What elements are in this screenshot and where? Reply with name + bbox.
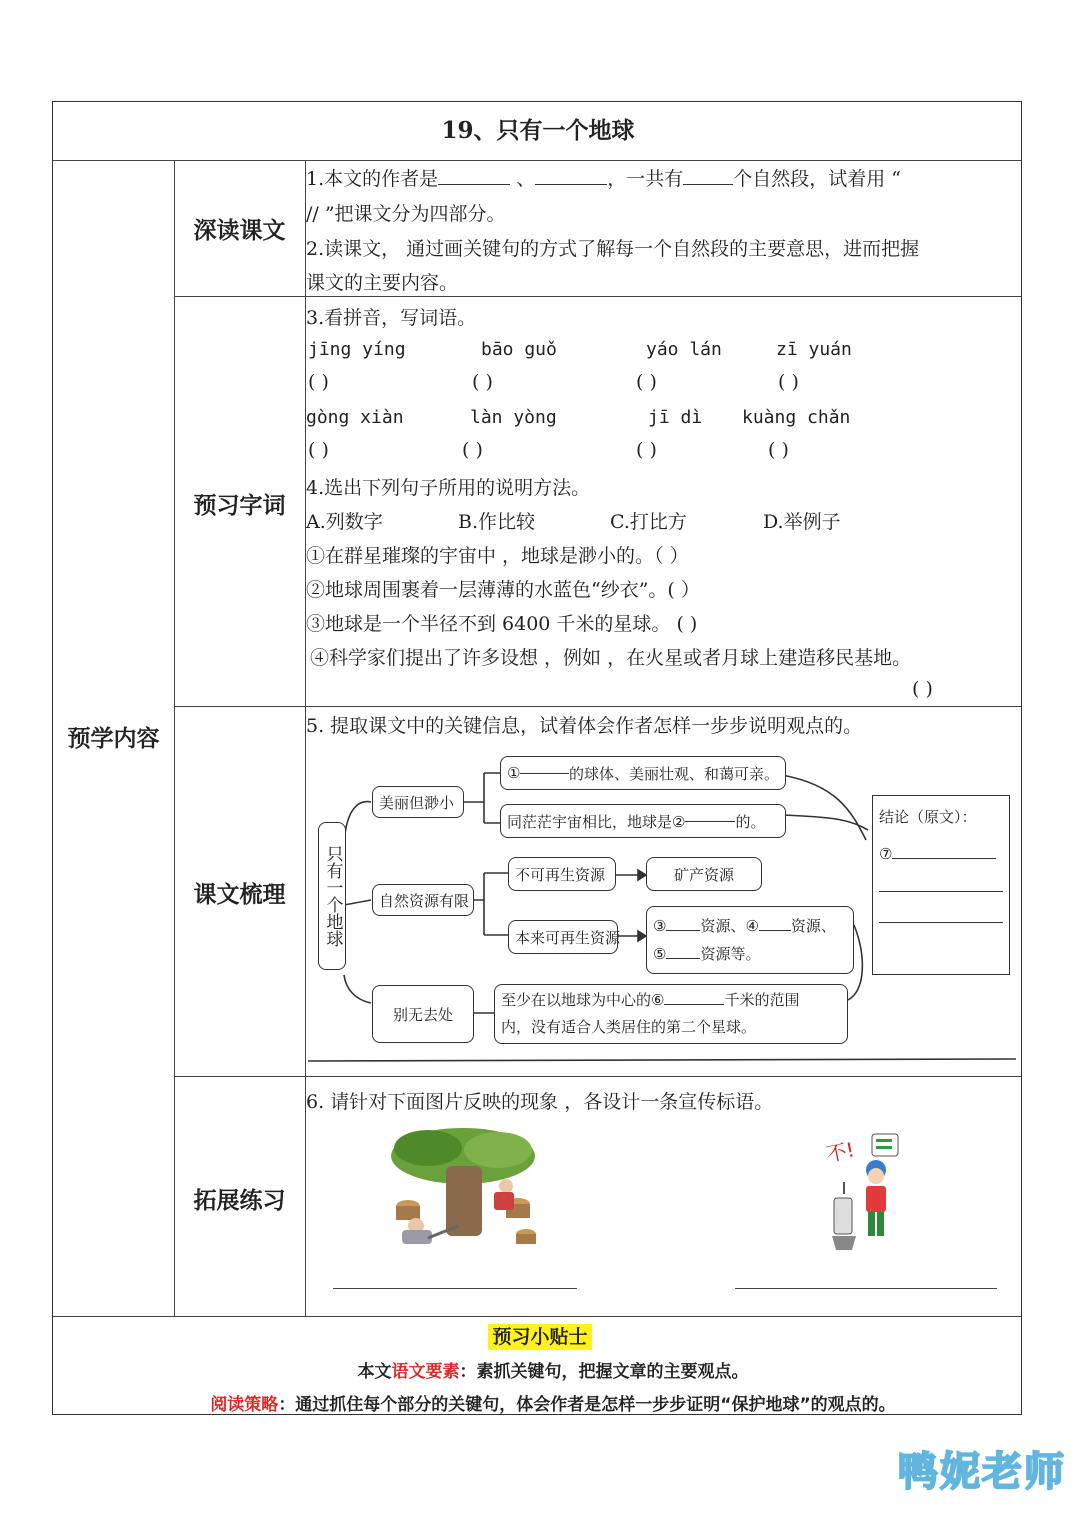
q3-prompt: 3.看拼音，写词语。: [306, 307, 477, 329]
pinyin-2: bāo guǒ: [481, 339, 557, 360]
section-label-deep-reading: 深读课文: [193, 218, 286, 244]
tips-line-2: 阅读策略：通过抓住每个部分的关键句，体会作者是怎样一步步证明“保护地球”的观点的。: [210, 1395, 896, 1415]
mindmap-branch-1: 美丽但渺小: [372, 786, 464, 818]
answer-blank[interactable]: ( ): [308, 371, 329, 393]
mindmap-b3-detail: 至少在以地球为中心的⑥ 千米的范围 内，没有适合人类居住的第二个星球。: [494, 984, 848, 1044]
mindmap-b2-resources: ③ 资源、④ 资源、 ⑤ 资源等。: [646, 906, 854, 974]
q4-option-c: C.打比方: [610, 511, 687, 533]
watermark-logo: 鸭妮老师: [898, 1449, 1066, 1495]
pinyin-7: jī dì: [648, 407, 703, 428]
q1-line1: 1.本文的作者是 、 ，一共有 个自然段，试着用 “: [306, 168, 901, 190]
answer-blank[interactable]: ( ): [636, 371, 657, 393]
q2-line2: 课文的主要内容。: [306, 272, 459, 294]
mindmap-branch-2: 自然资源有限: [372, 884, 474, 916]
pinyin-8: kuàng chǎn: [742, 407, 851, 428]
answer-blank[interactable]: ( ): [768, 439, 789, 461]
q4-item-3: ③地球是一个半径不到 6400 千米的星球。 ( ): [306, 613, 698, 635]
answer-blank[interactable]: ( ): [778, 371, 799, 393]
section-label-text-structure: 课文梳理: [193, 882, 286, 908]
answer-blank[interactable]: ( ): [308, 439, 329, 461]
slogan-blank-1[interactable]: [333, 1288, 577, 1289]
q4-item-1: ①在群星璀璨的宇宙中 ，地球是渺小的。（ ）: [306, 545, 689, 567]
answer-blank[interactable]: ( ): [912, 678, 933, 700]
answer-blank[interactable]: ( ): [636, 439, 657, 461]
section-label-extension: 拓展练习: [193, 1188, 286, 1214]
tips-line-1: 本文语文要素：素抓关键句，把握文章的主要观点。: [357, 1362, 749, 1382]
q4-option-d: D.举例子: [763, 511, 841, 533]
answer-blank[interactable]: ( ): [462, 439, 483, 461]
q4-option-a: A.列数字: [306, 511, 383, 533]
q4-option-b: B.作比较: [458, 511, 536, 533]
pinyin-3: yáo lán: [646, 339, 722, 360]
mindmap-b2-renewable: 本来可再生资源: [508, 920, 618, 954]
pinyin-1: jīng yíng: [308, 339, 406, 360]
q5-prompt: 5. 提取课文中的关键信息，试着体会作者怎样一步步说明观点的。: [306, 715, 863, 737]
q4-item-4: ④科学家们提出了许多设想 ，例如 ，在火星或者月球上建造移民基地。: [310, 647, 912, 669]
preview-content-label: 预学内容: [67, 726, 160, 752]
slogan-blank-2[interactable]: [735, 1288, 997, 1289]
mindmap-b2-mineral: 矿产资源: [646, 857, 762, 891]
tree-cutting-illustration: [388, 1126, 538, 1248]
mindmap-branch-3: 别无去处: [372, 985, 474, 1043]
tips-title-row: [0, 1322, 1080, 1349]
q4-prompt: 4.选出下列句子所用的说明方法。: [306, 477, 591, 499]
speech-bubble-text: 不!: [824, 1137, 857, 1167]
pinyin-4: zī yuán: [776, 339, 852, 360]
answer-blank[interactable]: ( ): [472, 371, 493, 393]
mindmap-conclusion: 结论（原文）： ⑦: [872, 795, 1010, 975]
mindmap-b1-item1: ① 的球体、美丽壮观、和蔼可亲。: [500, 756, 786, 790]
section-label-vocab: 预习字词: [193, 493, 286, 519]
tips-title: 预习小贴士: [488, 1324, 591, 1350]
q4-item-2: ②地球周围裹着一层薄薄的水蓝色“纱衣”。( ）: [306, 579, 700, 601]
pinyin-5: gòng xiàn: [306, 407, 404, 428]
q1-line2: // ”把课文分为四部分。: [306, 203, 506, 225]
q2-line1: 2.读课文， 通过画关键句的方式了解每一个自然段的主要意思，进而把握: [306, 238, 920, 260]
mindmap-b1-item2: 同茫茫宇宙相比，地球是② 的。: [500, 804, 786, 838]
q6-prompt: 6. 请针对下面图片反映的现象 ，各设计一条宣传标语。: [306, 1091, 774, 1113]
pinyin-6: làn yòng: [470, 407, 557, 428]
mindmap-center: 只有一个地球: [318, 822, 346, 970]
mindmap-b2-nonrenewable: 不可再生资源: [508, 857, 616, 891]
page-title: 19、只有一个地球: [441, 117, 635, 144]
